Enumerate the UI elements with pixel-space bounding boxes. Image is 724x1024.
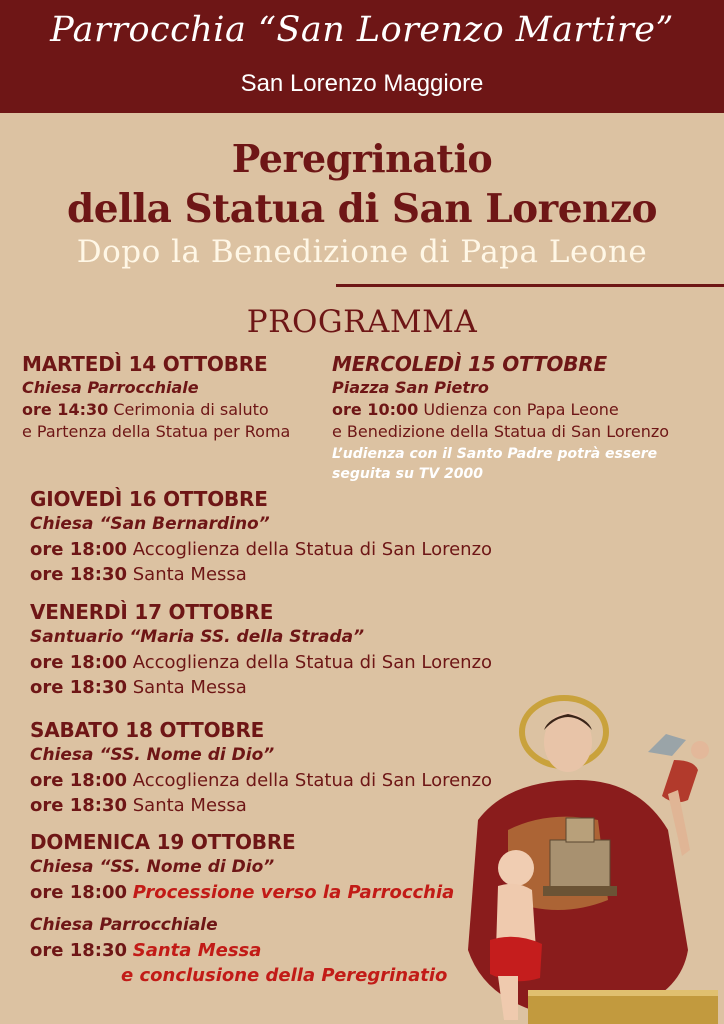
schedule-domenica [30, 830, 454, 988]
event-text: Santa Messa [132, 940, 262, 961]
day-heading: GIOVEDÌ 16 OTTOBRE [30, 487, 268, 511]
event-line [30, 537, 492, 562]
title-line-1: Peregrinatio [231, 136, 493, 181]
event-text: e conclusione della Peregrinatio [121, 965, 448, 986]
event-line [30, 963, 454, 988]
venue: Chiesa “SS. Nome di Dio” [30, 857, 275, 877]
event-text: Processione verso la Parrocchia [132, 882, 455, 903]
tv-note: L’udienza con il Santo Padre potrà essere [332, 446, 658, 462]
event-time: ore 18:30 [30, 564, 128, 585]
venue: Chiesa “SS. Nome di Dio” [30, 745, 275, 765]
event-text: Cerimonia di saluto [113, 400, 269, 419]
event-text: Santa Messa [132, 564, 247, 585]
event-line [30, 768, 492, 793]
venue: Chiesa “San Bernardino” [30, 514, 270, 534]
tv-note: seguita su TV 2000 [332, 466, 484, 482]
event-time: ore 14:30 [22, 400, 109, 419]
venue: Chiesa Parrocchiale [30, 915, 218, 935]
day-heading: VENERDÌ 17 OTTOBRE [30, 600, 274, 624]
day-heading: MERCOLEDÌ 15 OTTOBRE [332, 352, 607, 376]
schedule-venerdi [30, 600, 492, 700]
event-line: e Benedizione della Statua di San Lorenzo [332, 422, 670, 441]
event-line [30, 938, 454, 963]
event-line [30, 650, 492, 675]
event-time: ore 18:30 [30, 795, 128, 816]
event-time: ore 18:00 [30, 539, 128, 560]
day-heading: MARTEDÌ 14 OTTOBRE [22, 352, 268, 376]
venue: Piazza San Pietro [332, 378, 489, 397]
event-line [22, 399, 290, 421]
venue: Chiesa Parrocchiale [22, 378, 199, 397]
event-text: Santa Messa [132, 677, 247, 698]
event-line [30, 793, 492, 818]
event-time: ore 18:30 [30, 677, 128, 698]
event-time: ore 10:00 [332, 400, 419, 419]
schedule-martedi [22, 352, 290, 443]
event-text: Accoglienza della Statua di San Lorenzo [132, 770, 493, 791]
programma-heading: PROGRAMMA [246, 304, 478, 340]
event-text: Accoglienza della Statua di San Lorenzo [132, 652, 493, 673]
event-time: ore 18:00 [30, 770, 128, 791]
saint-lawrence-statue-image [438, 690, 724, 1024]
event-time: ore 18:30 [30, 940, 128, 961]
schedule-giovedi [30, 487, 492, 587]
header-banner [0, 0, 724, 113]
event-line [30, 675, 492, 700]
event-text: Santa Messa [132, 795, 247, 816]
divider [336, 284, 724, 287]
event-line [30, 880, 454, 905]
subtitle: Dopo la Benedizione di Papa Leone [76, 234, 648, 270]
venue: Santuario “Maria SS. della Strada” [30, 627, 365, 647]
event-time: ore 18:00 [30, 652, 128, 673]
event-time: ore 18:00 [30, 882, 128, 903]
day-heading: SABATO 18 OTTOBRE [30, 718, 265, 742]
town-name: San Lorenzo Maggiore [240, 70, 484, 97]
event-line [332, 399, 669, 421]
event-line: e Partenza della Statua per Roma [22, 422, 291, 441]
day-heading: DOMENICA 19 OTTOBRE [30, 830, 296, 854]
title-line-2: della Statua di San Lorenzo [66, 186, 658, 232]
schedule-mercoledi [332, 352, 669, 485]
schedule-sabato [30, 718, 492, 818]
event-text: Udienza con Papa Leone [423, 400, 619, 419]
event-text: Accoglienza della Statua di San Lorenzo [132, 539, 493, 560]
parish-name: Parrocchia “San Lorenzo Martire” [50, 10, 674, 50]
event-line [30, 562, 492, 587]
